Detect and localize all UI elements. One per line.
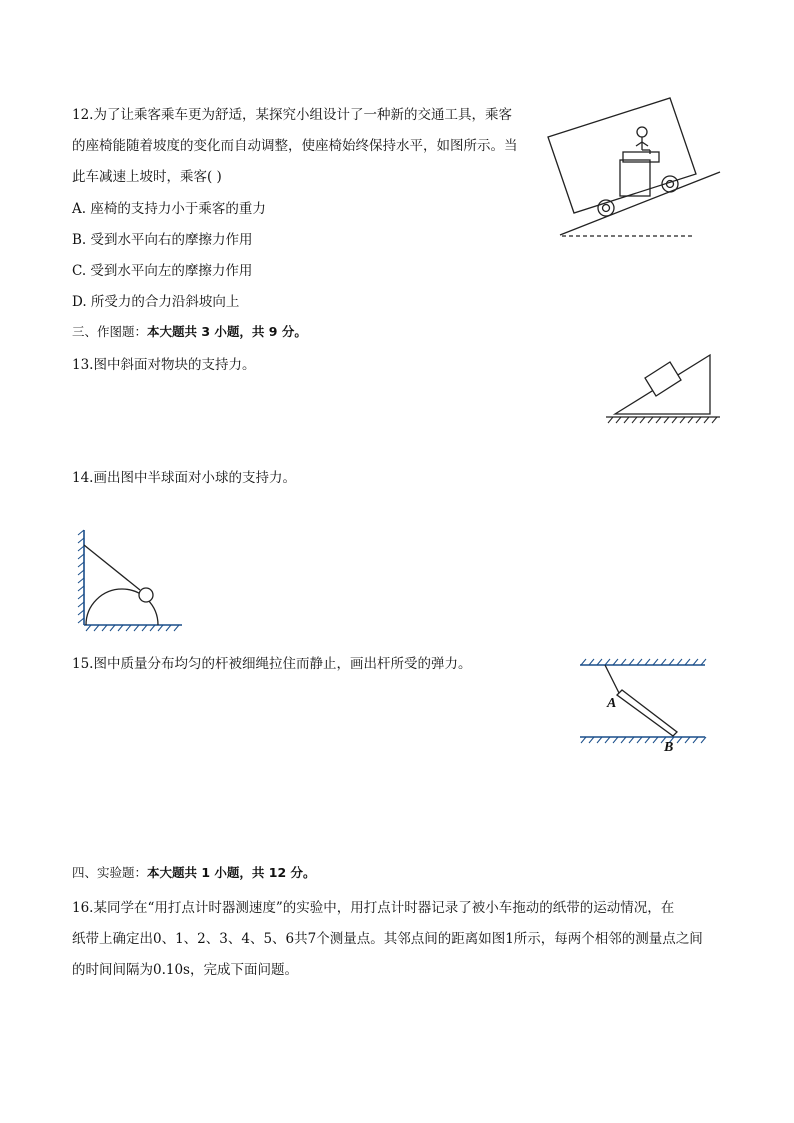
q12-stem-line3: 此车减速上坡时，乘客( ) xyxy=(72,169,222,185)
q14-hemisphere-figure xyxy=(74,525,189,635)
rod xyxy=(617,690,677,736)
floor-hatch xyxy=(581,737,706,743)
wall-hatch xyxy=(78,530,84,623)
q14-text: 14.画出图中半球面对小球的支持力。 xyxy=(72,470,296,486)
label-a: A xyxy=(607,696,617,711)
q15-text: 15.图中质量分布均匀的杆被细绳拉住而静止，画出杆所受的弹力。 xyxy=(72,656,472,672)
ball xyxy=(139,588,153,602)
string xyxy=(84,545,140,590)
q13-text: 13.图中斜面对物块的支持力。 xyxy=(72,357,256,373)
string xyxy=(605,665,619,693)
block xyxy=(645,362,681,396)
q12-stem-line1: 12.为了让乘客乘车更为舒适，某探究小组设计了一种新的交通工具，乘客 xyxy=(72,107,512,123)
q15-rod-figure xyxy=(575,655,710,760)
q12-option-c: C. 受到水平向左的摩擦力作用 xyxy=(72,263,253,279)
q12-vehicle-figure xyxy=(540,90,730,250)
section3-title: 本大题共 3 小题，共 9 分。 xyxy=(147,324,307,339)
label-b: B xyxy=(664,740,674,755)
q16-stem-line1: 16.某同学在“用打点计时器测速度”的实验中，用打点计时器记录了被小车拖动的纸带的运动情况，在 xyxy=(72,900,675,916)
q12-option-d: D. 所受力的合力沿斜坡向上 xyxy=(72,294,240,310)
q12-option-a: A. 座椅的支持力小于乘客的重力 xyxy=(72,201,266,217)
section4-header xyxy=(72,863,316,881)
section4-prefix: 四、实验题： xyxy=(72,865,148,880)
ground-hatch xyxy=(608,417,717,423)
section3-prefix: 三、作图题： xyxy=(72,324,148,339)
q13-incline-figure xyxy=(600,350,730,430)
ceiling-hatch xyxy=(581,659,706,665)
floor-hatch xyxy=(86,625,179,631)
passenger-figure xyxy=(636,127,650,154)
q16-stem-line2: 纸带上确定出0、1、2、3、4、5、6共7个测量点。其邻点间的距离如图1所示，每两个相邻的测量点之间 xyxy=(72,931,703,947)
q12-stem-line2: 的座椅能随着坡度的变化而自动调整，使座椅始终保持水平，如图所示。当 xyxy=(72,138,518,154)
slope-line xyxy=(560,172,720,235)
section4-title: 本大题共 1 小题，共 12 分。 xyxy=(147,865,316,880)
section3-header xyxy=(72,322,307,340)
q12-option-b: B. 受到水平向右的摩擦力作用 xyxy=(72,232,253,248)
q16-stem-line3: 的时间间隔为0.10s，完成下面问题。 xyxy=(72,962,298,978)
